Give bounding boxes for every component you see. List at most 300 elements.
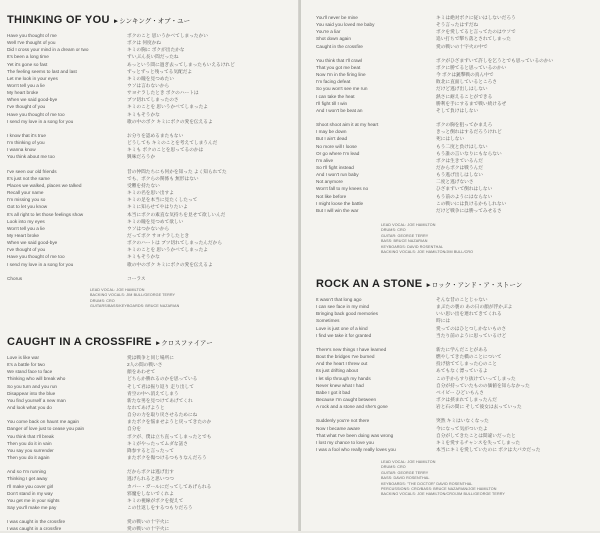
lyric-japanese: あてもなく漂っているよ xyxy=(436,368,488,374)
lyric-japanese: キミの胸に ボクが出たかな xyxy=(127,47,185,53)
lyric-line xyxy=(7,411,211,418)
lyric-english: Then you do it again xyxy=(7,454,50,460)
lyric-english: I'll fight till I win xyxy=(316,100,348,106)
lyric-english: You said you loved me baby xyxy=(316,22,375,28)
lyric-english: I can take the heat xyxy=(316,93,355,99)
lyric-japanese: コーラス xyxy=(127,275,146,281)
lyric-japanese: 時には xyxy=(436,318,451,324)
lyric-english: You'll never be mine xyxy=(316,15,358,20)
lyric-japanese: そして君は振り返り 走り出して xyxy=(127,383,194,389)
lyric-line xyxy=(7,39,235,46)
right-page xyxy=(301,0,600,531)
lyric-line xyxy=(7,497,211,504)
lyric-japanese: きっと倒れはするだろうけれど xyxy=(436,129,502,135)
lyric-english: Love is just one of a kind xyxy=(316,325,368,331)
lyric-line xyxy=(316,114,553,121)
lyric-japanese: なれてあげようと xyxy=(127,404,165,410)
lyric-japanese: ボクを愛してると言ってたのはウソで xyxy=(436,29,516,35)
lyric-japanese: お分りを認めるまたもない xyxy=(127,132,184,138)
lyric-japanese: まぶたの裏の あの日の顔が浮かぶよ xyxy=(436,304,513,310)
lyric-line xyxy=(7,390,211,397)
lyric-line xyxy=(316,207,553,214)
lyric-japanese: キミがやったってムダな話さ xyxy=(127,440,188,446)
lyric-line xyxy=(316,389,540,396)
lyric-japanese: ボクのハートは ブツ切れてしまったんだから xyxy=(127,240,223,246)
lyric-english: Won't tell you a lie xyxy=(7,225,45,231)
lyric-english: You think about me too xyxy=(7,154,55,160)
lyric-line xyxy=(7,139,235,146)
lyric-english: Danger of love just to cease you pain xyxy=(7,426,85,432)
lyric-english xyxy=(7,461,127,468)
credits-caught-in-a-crossfire xyxy=(381,223,473,255)
lyric-japanese: どちらか勝れるのかを思っている xyxy=(127,376,198,382)
lyric-line xyxy=(7,232,235,239)
lyric-line xyxy=(316,71,553,78)
lyric-english: We stand face to face xyxy=(7,369,53,375)
credit-line: PERCUSSIONS: CRO/BASS: BRUCE NAZARIAN/JOE HAMILTON xyxy=(381,487,497,492)
lyric-line xyxy=(316,28,553,35)
lyric-japanese: 2人の間の戦いさ xyxy=(127,362,163,368)
lyric-english: It's just not the same xyxy=(7,175,50,181)
lyric-line xyxy=(316,64,553,71)
lyric-line xyxy=(316,403,540,410)
lyric-japanese: 歌の中のボク キミにボクの愛を伝えるよ xyxy=(127,261,213,267)
lyric-japanese: あっという間に過ぎ去ってしまったもいえるけれど xyxy=(127,61,235,67)
lyric-japanese: 自分が持っていたものの価値を知らなかった xyxy=(436,382,530,388)
lyric-english: And I won't run baby xyxy=(316,172,359,178)
lyric-english: That what I've been doing was wrong xyxy=(316,432,394,438)
lyric-japanese: もう二度と負けはしない xyxy=(436,143,488,149)
lyric-english: Yet it's gone so fast xyxy=(7,61,48,67)
lyric-japanese: キミもそうかな xyxy=(127,254,160,260)
lyric-japanese: 投げ捨ててしまった心のこと xyxy=(436,361,497,367)
lyric-japanese: 愛の戦いの十字火の中で xyxy=(436,43,488,49)
lyric-english: And the heart I threw out xyxy=(316,361,368,367)
lyric-line xyxy=(316,43,553,50)
lyric-japanese: だからボクは逃げ出す xyxy=(127,469,174,475)
lyric-english: Thinking I get away xyxy=(7,476,48,482)
lyric-japanese: ボクは生きているんだ xyxy=(436,157,483,163)
lyric-line xyxy=(316,446,540,453)
lyric-english: Say you'll make me pay xyxy=(7,504,57,510)
lyric-english: Let me look in your eyes xyxy=(7,75,58,81)
lyric-english: Look into my eyes xyxy=(7,218,45,224)
lyric-japanese: 当たり前のように思っているけど xyxy=(436,332,507,338)
lyric-english: Well I've thought of you xyxy=(7,40,56,46)
credit-line: DRUMS: CRO xyxy=(381,228,406,233)
lyric-english: I can see face in my mind xyxy=(316,304,370,310)
credit-line: KEYBOARDS: DAVID ROSENTHAL xyxy=(381,244,444,249)
lyric-english xyxy=(7,268,127,275)
lyric-line xyxy=(7,383,211,390)
lyric-line xyxy=(316,85,553,92)
lyric-line xyxy=(316,50,553,57)
lyric-japanese: 今 ボクは銃撃戦の真ん中で xyxy=(436,72,494,78)
lyric-english xyxy=(7,511,127,518)
lyric-japanese: 燃やしてきた橋のことについて xyxy=(436,354,502,360)
lyric-english: You think that I'll break xyxy=(7,433,54,439)
lyric-english: Then you do it in vain xyxy=(7,440,52,446)
lyric-line xyxy=(7,211,235,218)
lyric-english: Won't tell you a lie xyxy=(7,82,45,88)
lyric-english: Recall your name xyxy=(7,190,44,196)
lyric-japanese: キミの視線がボクを捉えて xyxy=(127,497,184,503)
lyric-line xyxy=(316,375,540,382)
lyric-english: I'm alive xyxy=(316,157,334,163)
lyric-english: I may be down xyxy=(316,129,347,135)
lyric-japanese: もう前のようにはならない xyxy=(436,193,493,199)
lyric-english: Don't stand in my way xyxy=(7,490,53,496)
lyric-english: Places we walked, places we talked xyxy=(7,182,82,188)
lyric-line xyxy=(316,425,540,432)
lyric-line xyxy=(316,339,540,346)
lyric-japanese: 岩と石の間に そして彼女は去っていった xyxy=(436,404,522,410)
lyric-japanese: だってボク サヨナラしたとき xyxy=(127,232,190,238)
lyric-japanese: この戦いには負けるかもしれない xyxy=(436,200,507,206)
lyric-line xyxy=(7,53,235,60)
lyric-english: And so I'm running xyxy=(7,469,46,475)
lyric-line xyxy=(316,178,553,185)
lyric-line xyxy=(7,175,235,182)
lyric-japanese: 本当にボクの素直な気持ちを見せて欲しいんだ xyxy=(127,211,226,217)
lyric-english: You come back on haunt me again xyxy=(7,419,80,425)
lyric-japanese: キミの瞳を見つめて欲しい xyxy=(127,218,184,224)
lyric-english: Have you thought of me too xyxy=(7,111,65,117)
lyric-line xyxy=(316,107,553,114)
lyric-english: Got to let you know xyxy=(7,204,48,210)
lyric-line xyxy=(316,303,540,310)
lyric-japanese: 二度と逃げないさ xyxy=(436,179,474,185)
lyric-english xyxy=(7,161,127,168)
credit-line: GUITAR: GEORGE TERRY xyxy=(381,233,429,238)
lyric-line xyxy=(316,78,553,85)
lyric-english: I was a fool who really really loves you xyxy=(316,446,396,452)
lyric-japanese: キミの瞳を見つめたい xyxy=(127,75,174,81)
lyric-line xyxy=(7,375,211,382)
lyric-english: I'm facing defeat xyxy=(316,79,351,85)
lyric-english: I know that it's true xyxy=(7,132,46,138)
lyric-japanese: だけど戦争には勝ってみせるさ xyxy=(436,207,502,213)
lyric-english: I lost my chance to love you xyxy=(316,439,374,445)
credit-line: DRUMS: CRO xyxy=(90,298,115,303)
lyric-line xyxy=(7,275,235,282)
lyric-line xyxy=(7,182,235,189)
lyric-line xyxy=(316,200,553,207)
lyric-english xyxy=(316,339,436,346)
lyric-line xyxy=(316,128,553,135)
lyric-japanese: 愛の戦いの十字火に xyxy=(127,526,170,532)
lyric-line xyxy=(7,425,211,432)
lyric-english: I've thought of you xyxy=(7,104,46,110)
lyric-japanese: ボクは挟まれてしまったんだ xyxy=(436,396,497,402)
lyric-japanese: キミの足を本当に見たくしたって xyxy=(127,197,198,203)
credit-line: BACKING VOCALS: JOE HAMILTON/JIM BULL/CRO xyxy=(381,250,474,255)
lyric-line xyxy=(316,396,540,403)
lyric-japanese: またボクを悩ませようと戻ってきたのか xyxy=(127,419,212,425)
lyric-line xyxy=(7,468,211,475)
lyric-japanese: 逃げられると思いつつ xyxy=(127,476,174,482)
lyric-japanese: そう言ったはずだね xyxy=(436,22,479,28)
lyric-line xyxy=(316,14,553,21)
lyric-english: Its just drifting about xyxy=(316,368,358,374)
lyric-japanese: 敗北に直面しているところさ xyxy=(436,79,497,85)
lyric-english: I'm thinking of you xyxy=(7,140,45,146)
lyric-line xyxy=(316,185,553,192)
lyric-japanese: ずっとずっと残ってる気配だよ xyxy=(127,68,193,74)
lyric-japanese: 青空の中へ消えてしまう xyxy=(127,390,179,396)
lyric-english: Love is like war xyxy=(7,355,40,360)
lyric-line xyxy=(7,146,235,153)
lyric-japanese: 愛は戦争と同じ場所に xyxy=(127,355,174,360)
song-title-thinking-of-you: THINKING OF YOU ►シンキング・オブ・ユー xyxy=(7,14,191,26)
lyric-line xyxy=(7,404,211,411)
lyric-line xyxy=(316,317,540,324)
lyric-japanese: 歌の中のボク キミにボクの愛を伝えるよ xyxy=(127,118,213,124)
lyric-japanese: ウソはつかないから xyxy=(127,225,170,231)
lyric-line xyxy=(7,368,211,375)
lyric-line xyxy=(316,382,540,389)
lyrics-rock-an-a-stone xyxy=(316,296,540,453)
lyric-japanese: 顔をあわせて xyxy=(127,369,156,375)
lyric-japanese: でも、ボクらの関係も 無形はない xyxy=(127,175,199,181)
lyric-japanese: だけど逃げ出しはしない xyxy=(436,86,488,92)
lyric-line xyxy=(316,164,553,171)
lyric-japanese: 愛ってのはひとつしかないものさ xyxy=(436,325,507,331)
lyric-line xyxy=(316,93,553,100)
lyric-english: You get me in your sights xyxy=(7,497,60,503)
lyric-english: Now I'm in the firing line xyxy=(316,72,366,78)
lyric-english: Chorus xyxy=(7,275,23,281)
credit-line: BACKING VOCALS: JIM BULL/GEORGE TERRY xyxy=(90,293,176,298)
lyric-japanese: カバー・ガールにだってしてあげられる xyxy=(127,483,212,489)
lyric-english: I send my love in a song for you xyxy=(7,261,74,267)
lyric-japanese: この仕返しをするつもりだろう xyxy=(127,504,193,510)
lyric-line xyxy=(7,246,235,253)
lyric-line xyxy=(7,103,235,110)
credit-line: GUITAR: GEORGE TERRY xyxy=(381,470,429,475)
lyric-line xyxy=(7,68,235,75)
lyric-japanese: どうしても キミのことを考えてしまうんだ xyxy=(127,140,218,146)
lyric-japanese: 熱さに耐えることができる xyxy=(436,93,493,99)
lyric-english: And look what you do xyxy=(7,404,52,410)
lyric-japanese: 新たな男を見つけてあげてくれ xyxy=(127,397,193,403)
lyric-english: When we said good-bye xyxy=(7,240,58,246)
lyric-japanese: キミのことを 思いうかべてしまったよ xyxy=(127,247,208,253)
lyric-japanese: ベイビー ひどいもんさ xyxy=(436,389,484,395)
lyric-english: Caught in the crossfire xyxy=(316,43,363,49)
lyric-japanese: 突然 キミはいなくなった xyxy=(436,418,489,424)
lyric-japanese: そして負けはしない xyxy=(436,107,479,113)
lyric-line xyxy=(7,32,235,39)
lyric-english: My heart broke xyxy=(7,90,39,96)
lyric-line xyxy=(316,310,540,317)
lyric-english: Bringing back good memories xyxy=(316,311,379,317)
lyric-english: Won't fall to my knees no xyxy=(316,186,369,192)
lyric-japanese: 自分がしてきたことは間違いだったと xyxy=(436,432,516,438)
lyric-english: But I will win the war xyxy=(316,207,359,213)
lyric-english: There's new things I have learned xyxy=(316,346,387,352)
credits-rock-an-a-stone xyxy=(381,460,505,498)
lyric-line xyxy=(7,153,235,160)
lyric-english: I've thought of you xyxy=(7,247,46,253)
lyric-line xyxy=(7,447,211,454)
lyric-line xyxy=(7,89,235,96)
credit-line: BASS: BRUCE NAZARIAN xyxy=(381,239,428,244)
lyric-japanese: キミも ボクのことを思ってるのかは xyxy=(127,147,204,153)
lyric-english: I'm missing you so xyxy=(7,197,46,203)
lyric-english: It's been a long time xyxy=(7,54,49,60)
lyric-english: I might loose the battle xyxy=(316,200,364,206)
lyric-english: Disappear into the blue xyxy=(7,390,56,396)
lyric-line xyxy=(7,75,235,82)
lyric-line xyxy=(316,100,553,107)
lyric-english: Have you thought of me too xyxy=(7,254,65,260)
lyric-english: Or go where I'm lead xyxy=(316,150,360,156)
lyric-english: My Heart broke xyxy=(7,232,40,238)
lyric-line xyxy=(7,168,235,175)
lyric-line xyxy=(7,203,235,210)
lyric-japanese: キミのことを 思いうかべてしまったよ xyxy=(127,104,208,110)
lyric-japanese: 邪魔をしないでくれよ xyxy=(127,490,174,496)
lyric-line xyxy=(7,196,235,203)
lyric-japanese: そんな昔のことじゃない xyxy=(436,297,488,302)
lyric-line xyxy=(7,96,235,103)
lyric-english: Did I cross your mind in a dream or two xyxy=(7,47,89,53)
lyric-english xyxy=(316,50,436,57)
lyric-english xyxy=(316,410,436,417)
lyric-line xyxy=(7,361,211,368)
left-page xyxy=(0,0,299,531)
lyric-english: So you won't see me run xyxy=(316,86,368,92)
lyric-japanese: ボクに勝てると思っているのかい xyxy=(436,64,507,70)
lyric-line xyxy=(7,433,211,440)
lyric-line xyxy=(316,296,540,303)
lyric-line xyxy=(316,121,553,128)
lyric-line xyxy=(7,253,235,260)
lyric-japanese: またボクを傷つけるつもりなんだろう xyxy=(127,454,207,460)
lyric-english: Not anymore xyxy=(316,179,343,185)
lyric-english: I'll make you cover girl xyxy=(7,483,54,489)
lyric-line xyxy=(316,35,553,42)
lyric-line xyxy=(7,261,235,268)
lyric-line xyxy=(7,354,211,361)
lyric-line xyxy=(7,518,211,525)
lyric-japanese: 昔の仲間たちにも何かを知った よく知られてた xyxy=(127,168,227,174)
lyric-english: I find we take it for granted xyxy=(316,332,372,338)
lyric-line xyxy=(316,432,540,439)
song-title-caught-in-a-crossfire: CAUGHT IN A CROSSFIRE ►クロスファイアー xyxy=(7,336,213,348)
lyric-japanese: 追い打ちで撃ち落とされてしまった xyxy=(436,36,511,42)
lyric-line xyxy=(7,397,211,404)
lyric-english: No more will I loose xyxy=(316,143,357,149)
lyric-japanese: ボクがひざまずいて許しを乞うとでも思っているのかい xyxy=(436,57,554,63)
lyric-line xyxy=(7,189,235,196)
lyric-japanese: 本当にキミを愛していたのに ボクは大バカだった xyxy=(436,446,541,452)
lyric-english: I send my love in a song for you xyxy=(7,118,74,124)
lyric-line xyxy=(316,367,540,374)
credits-thinking-of-you xyxy=(90,288,179,310)
lyric-line xyxy=(7,161,235,168)
lyric-japanese: 死にはしない xyxy=(436,136,465,142)
lyric-line xyxy=(316,143,553,150)
lyric-line xyxy=(7,461,211,468)
lyric-english: Not like before xyxy=(316,193,347,199)
lyric-english xyxy=(7,411,127,418)
lyric-english: So you turn and you run xyxy=(7,383,58,389)
lyric-line xyxy=(7,490,211,497)
lyric-english: I was caught in a crossfire xyxy=(7,526,62,532)
lyric-english: A rock and a stone and she's gone xyxy=(316,404,388,410)
lyric-english xyxy=(7,125,127,132)
lyric-line xyxy=(7,483,211,490)
lyric-japanese: ブツ切れてしまったのさ xyxy=(127,97,179,103)
lyrics-crossfire-continued xyxy=(316,14,553,214)
lyric-japanese: ひざまずいて倒れはしない xyxy=(436,186,493,192)
lyric-line xyxy=(7,82,235,89)
lyric-japanese: 愛の戦いの十字火に xyxy=(127,519,170,525)
lyric-japanese: もう誰の言いなりにもならない xyxy=(436,150,502,156)
lyric-english: Suddenly you're not there xyxy=(316,418,370,424)
lyric-line xyxy=(316,346,540,353)
lyric-line xyxy=(7,418,211,425)
lyric-japanese: 自分を xyxy=(127,426,142,432)
lyric-line xyxy=(7,118,235,125)
credit-line: BACKING VOCALS: JOE HAMILTON/CRO/JIM BULL/GEORGE TERRY xyxy=(381,492,505,497)
song-title-rock-an-a-stone: ROCK AN A STONE ►ロック・アンド・ア・ストーン xyxy=(316,278,523,290)
lyric-line xyxy=(7,225,235,232)
lyric-english: I wanna know xyxy=(7,147,36,153)
lyric-japanese: ずいぶん長い間だったね xyxy=(127,54,179,60)
lyric-english: It's a battle for two xyxy=(7,362,45,368)
lyric-english: Sometimes xyxy=(316,318,340,324)
lyric-english: You find yourself a new man xyxy=(7,397,66,403)
lyric-line xyxy=(7,440,211,447)
lyric-english: Thinking who will break who xyxy=(7,376,66,382)
credit-line: LEAD VOCAL: JOE HAMILTON xyxy=(90,288,145,292)
lyric-english: And I won't be beat an xyxy=(316,107,363,113)
lyric-japanese: 興味だろうか xyxy=(127,154,156,160)
lyric-japanese: ウソは言わないから xyxy=(127,82,170,88)
lyric-japanese: 自分の力を取り戻させるためにね xyxy=(127,412,198,418)
lyric-english: But I ain't dead xyxy=(316,136,348,142)
credit-line: KEYBOARDS: "THE DOCTOR" DAVID ROSENTHAL xyxy=(381,481,473,486)
lyric-line xyxy=(7,268,235,275)
lyrics-thinking-of-you xyxy=(7,32,235,282)
lyric-line xyxy=(7,132,235,139)
lyric-line xyxy=(316,150,553,157)
lyric-japanese: キミを愛するチャンスを失ってしまった xyxy=(436,439,521,445)
lyric-japanese: 勝利を手にするまで戦い続けるぜ xyxy=(436,100,507,106)
lyric-japanese: キミは絶対ボクに従いはしないだろう xyxy=(436,15,516,20)
lyric-line xyxy=(7,125,235,132)
lyric-english: Babe I got it bad xyxy=(316,389,351,395)
lyric-english: You're a liar xyxy=(316,29,341,35)
credit-line: GUITARS/BASS/KEYBOARDS: BRUCE NAZARIAN xyxy=(90,304,180,309)
lyric-english: You say you surrender xyxy=(7,447,54,453)
lyric-english: It wasn't that long ago xyxy=(316,297,362,302)
lyric-line xyxy=(7,218,235,225)
lyric-japanese: サヨナラしたとき ボクのハートは xyxy=(127,90,199,96)
lyric-english: That you got me beat xyxy=(316,64,361,70)
lyric-japanese: 降参すると言ったって xyxy=(127,447,174,453)
lyric-line xyxy=(7,46,235,53)
lyric-english xyxy=(316,114,436,121)
lyric-english: I let slip through my hands xyxy=(316,375,371,381)
lyric-line xyxy=(316,360,540,367)
credit-line: LEAD VOCAL: JOE HAMILTON xyxy=(381,223,436,227)
lyric-line xyxy=(7,61,235,68)
lyric-japanese: 新たに学んだことがある xyxy=(436,346,488,352)
